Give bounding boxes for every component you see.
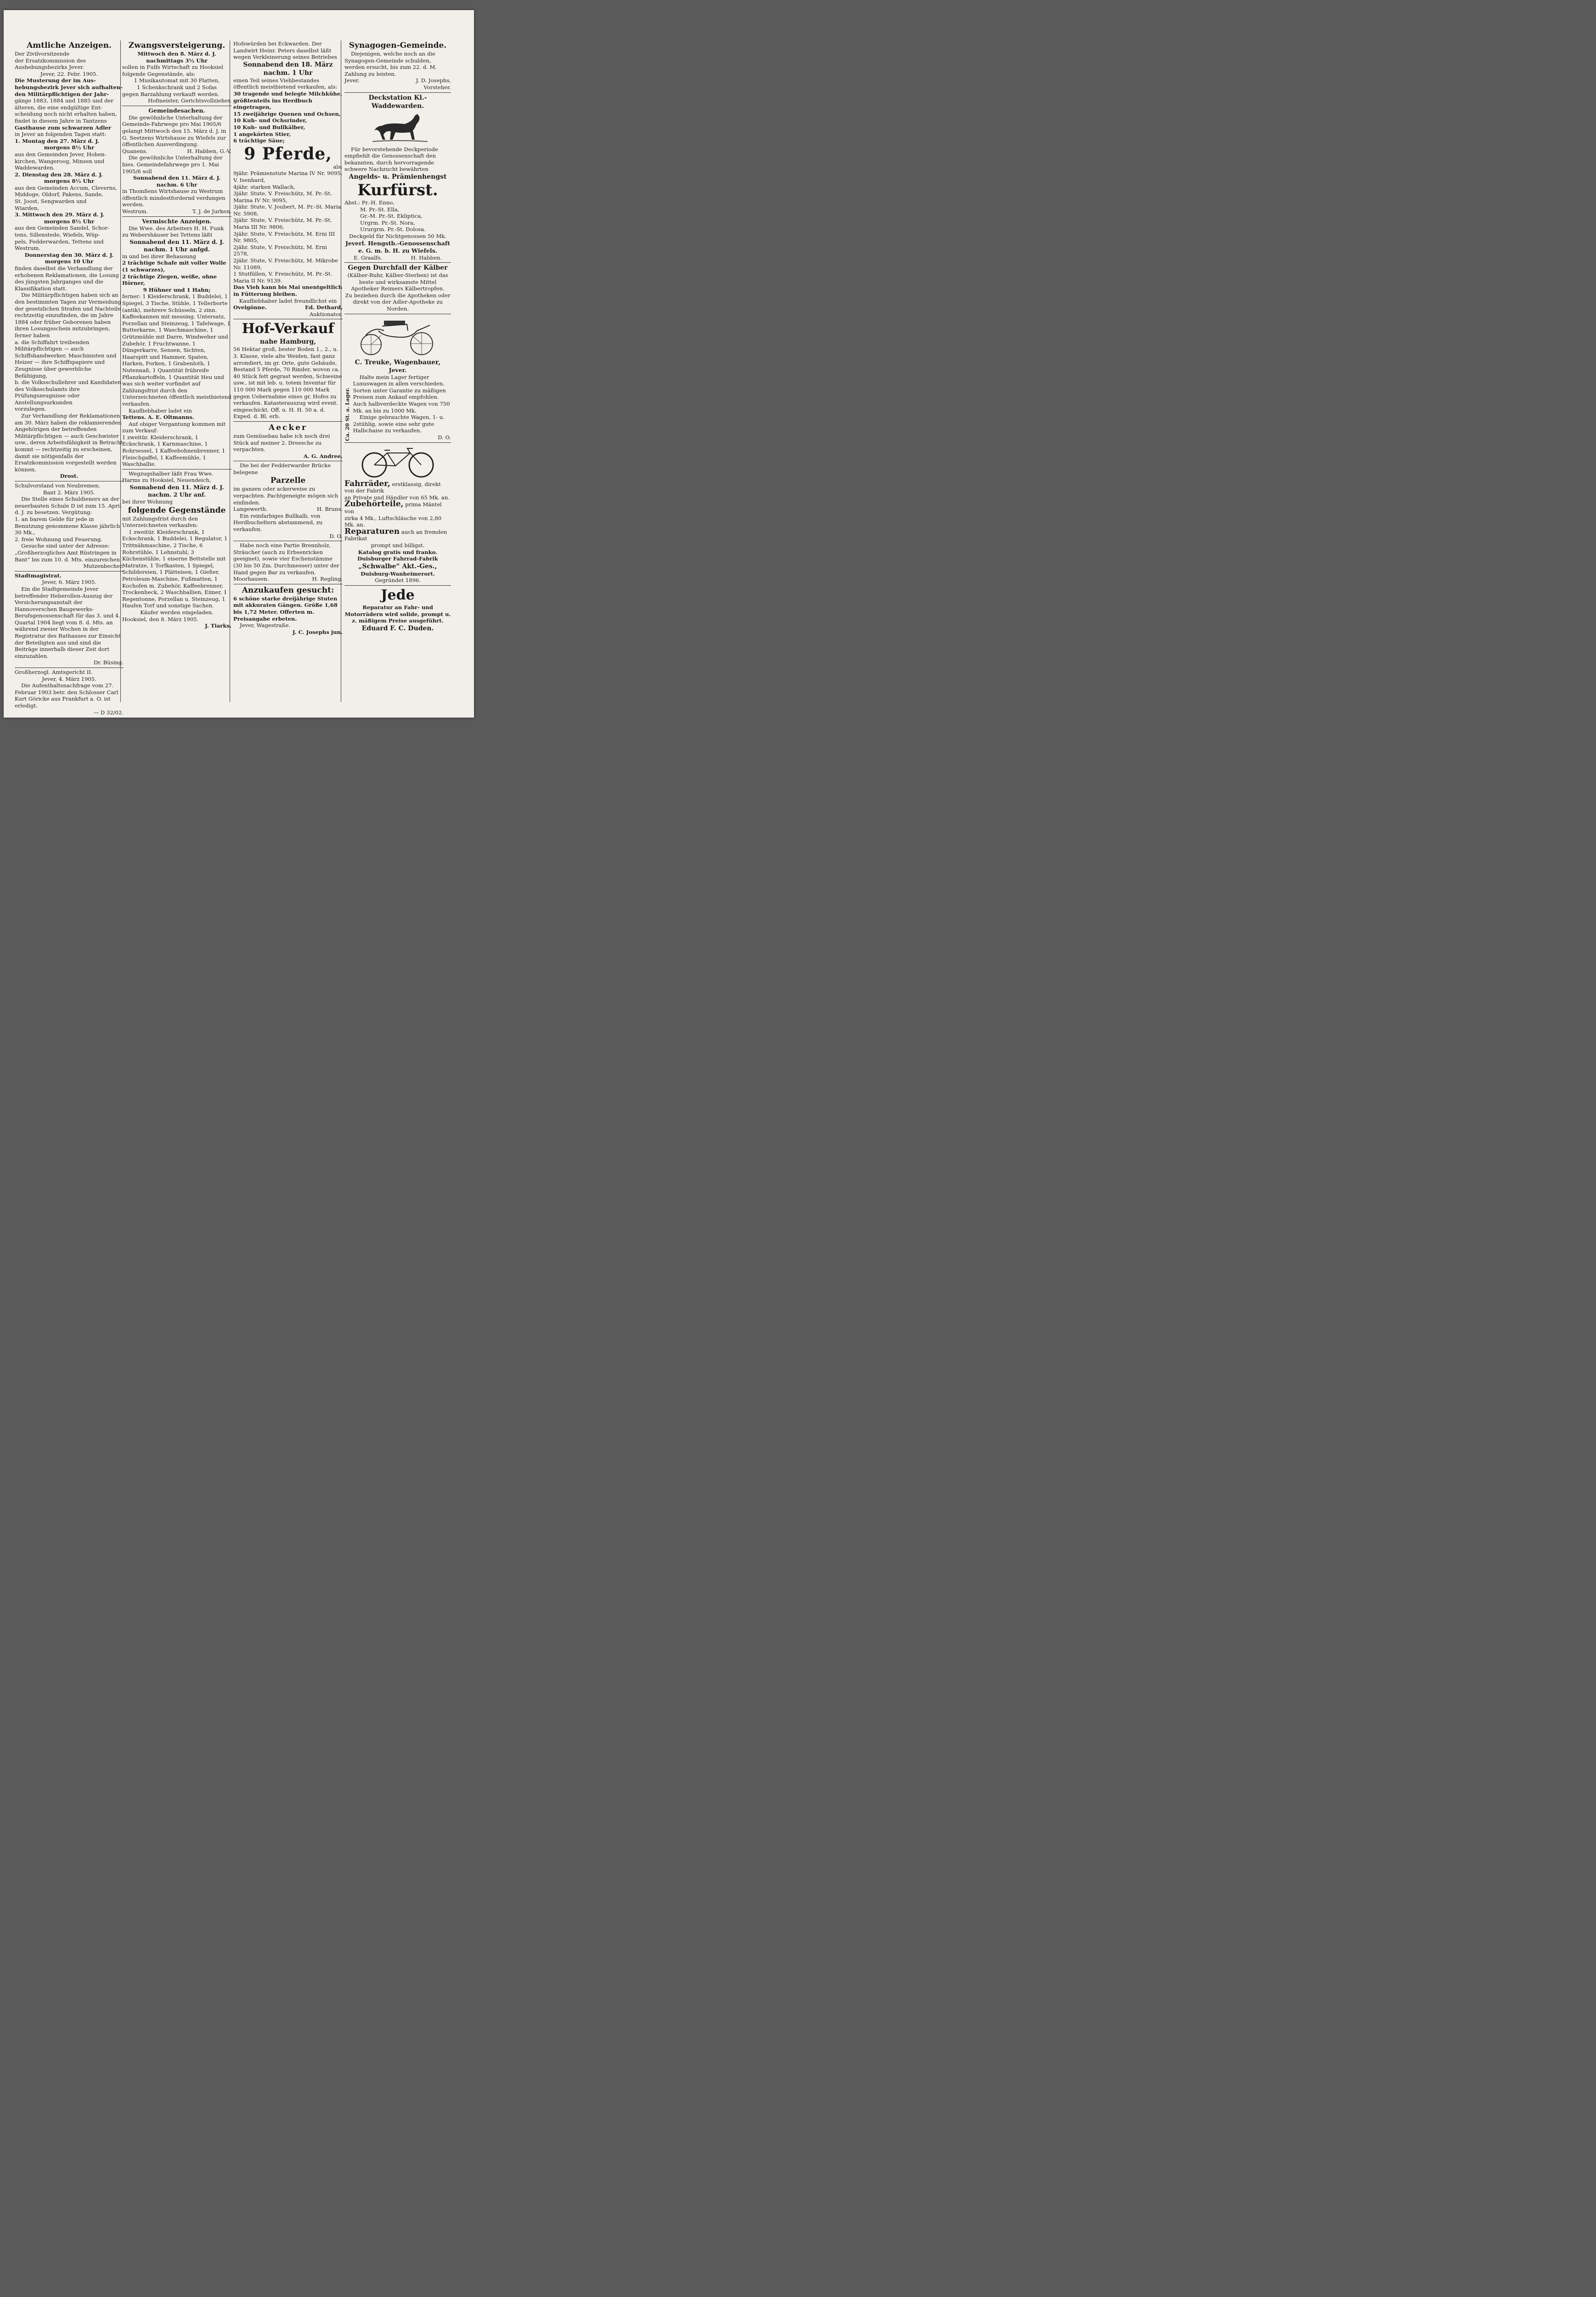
- date-entry: Donnerstag den 30. März d. J.: [24, 251, 114, 258]
- text-line: Der Zivilvorsitzende: [15, 51, 70, 57]
- paragraph: einen Teil seines Viehbestandes öffentlich meistbietend verkaufen, als:: [233, 77, 338, 91]
- date-entry: 3. Mittwoch den 29. März d. J.: [15, 211, 105, 218]
- signature-row: [344, 77, 451, 84]
- signature: D. O.: [438, 434, 451, 441]
- list-item: 3jähr. Stute, V. Joubert, M. Pr.-St. Maria Nr. 5908,: [233, 204, 341, 217]
- ad-title: Synagogen-Gemeinde.: [349, 41, 447, 50]
- list-item: 10 Kuh- und Bullkälber,: [233, 124, 305, 130]
- product-title: Fahrräder,: [344, 479, 390, 488]
- paragraph: Kaufliebhaber ladet ein: [129, 407, 192, 414]
- pedigree-line: Abst.: Pr.-H. Enno,: [344, 199, 395, 206]
- paragraph: prompt und billigst.: [371, 542, 425, 549]
- wagenbauer-body: [344, 374, 451, 441]
- company-address: Duisburg-Wanheimerort.: [361, 570, 435, 577]
- date-line: Jever, 6. März 1905.: [42, 579, 96, 586]
- ad-title: Zwangsversteigerung.: [128, 41, 226, 50]
- hof-verkauf-ad: [233, 319, 343, 422]
- list-item: 2jähr. Stute, V. Freischütz, M. Erni 2578,: [233, 243, 327, 257]
- product-line: [344, 481, 451, 494]
- text-line: kirchen, Wangeroog, Minsen und: [15, 158, 105, 164]
- date-line: Jever, 4. März 1905.: [42, 675, 96, 682]
- signature-row: [122, 208, 231, 215]
- paragraph: Die Stelle eines Schuldieners an der neuerbauten Schule D ist zum 15. April d. J. zu besetzen. Vergütung:: [15, 496, 122, 516]
- founded-line: Gegründet 1896.: [375, 577, 421, 584]
- list-item: 1 Musikautomat mit 30 Platten,: [134, 77, 220, 84]
- signature: Drost.: [60, 473, 79, 480]
- ad-title: Gegen Durchfall der Kälber: [348, 264, 448, 272]
- paragraph: Käufer werden eingeladen.: [140, 609, 214, 616]
- anzukaufen-ad: [233, 584, 343, 637]
- text-line: Waddewarden.: [15, 164, 55, 171]
- date-entry-time: nachm. 1 Uhr anfgd.: [143, 245, 210, 253]
- date-entry-time: morgens 8½ Uhr: [44, 218, 95, 225]
- product-note: prima Mäntel von: [344, 501, 442, 515]
- column-3: [233, 40, 343, 637]
- ad-headline: Jede: [381, 587, 415, 603]
- durchfall-ad: [344, 263, 451, 314]
- schulvorstand-notice: [15, 481, 124, 571]
- paragraph: Die bei der Fedderwarder Brücke belegene: [233, 462, 331, 475]
- list-item: 2 trächtige Schafe mit voller Wolle (1 schwarzes),: [122, 260, 226, 273]
- text-line: pels, Fedderwarden, Tettens und: [15, 238, 104, 245]
- signature-row: [344, 255, 451, 261]
- paragraph: Die Aufenthaltsnachfrage vom 27. Februar 1903 betr. den Schlosser Carl Kurt Göricke aus Frankfurt a. O. ist erledigt.: [15, 682, 118, 709]
- list-item: 3jähr. Stute, V. Freischütz, M. Erni III Nr. 9805,: [233, 230, 335, 244]
- date-entry-time: nachm. 2 Uhr anf.: [147, 491, 206, 498]
- hofswuerden-ad: [233, 40, 343, 319]
- fahrrad-ad: [344, 443, 451, 586]
- list-item: 6 trächtige Säue;: [233, 137, 285, 144]
- text-line: aus den Gemeinden Jever, Hohen-: [15, 151, 107, 158]
- wagenbauer-text: [353, 374, 451, 441]
- paragraph: Ein reinfarbiges Bullkalb, von Herdbucheltern abstammend, zu verkaufen.: [233, 512, 323, 533]
- list-item: 9 Hühner und 1 Hahn;: [143, 286, 211, 293]
- product-title: Zubehörteile,: [344, 499, 404, 509]
- address: Jever, Wagestraße.: [240, 622, 291, 629]
- text-line: tens, Sillenstede, Wiefels, Wüp-: [15, 232, 100, 238]
- brennholz-ad: [233, 541, 343, 584]
- paragraph: Habe noch eine Partie Brennholz, Sträucher (auch zu Erbsenricken geeignet), sowie vier Eschenstämme (30 bis 50 Zm. Durchmesser) unter der Hand gegen Bar zu verkaufen.: [233, 542, 339, 576]
- amtsgericht-notice: [15, 668, 124, 717]
- paragraph: ferner: 1 Kleiderschrank, 1 Buddelei, 1 Spiegel, 3 Tische, Stühle, 1 Tellerborte (antik), mehrere Schüsseln, 2 zinn. Kaffeekannen mit messing. Untersatz, Porzellan und Steinzeug, 1 Tafelwage, 1 Butterkarne, 1 Waschmaschine, 1 Grützmühle mit Darre, Windweher und Zubehör, 1 Fruchtwanne, 1 Düngerkarre, Sensen, Sichten, Haarspitt und Hammer, Spaten, Harken, Forken, 1 Grabenloth, 1 Nutennaß, 1 Quantität frühreife Pflanzkartoffeln, 1 Quantität Heu und was sich weiter vorfindet auf Zahlungsfrist durch den Unterzeichneten öffentlich meistbietend verkaufen.: [122, 293, 231, 407]
- list-item: 3jähr. Stute, V. Freischütz, M. Pr.-St. Maria III Nr. 9806,: [233, 217, 332, 231]
- signature-row: [233, 576, 343, 583]
- date-line: Bant 2. März 1905.: [43, 489, 96, 496]
- list-item: 2. freie Wohnung und Feuerung.: [15, 536, 103, 543]
- text-line: aus den Gemeinden Accum, Cleverns,: [15, 184, 117, 191]
- product-title: Reparaturen: [344, 526, 400, 536]
- date-line: Jever, 22. Febr. 1905.: [40, 70, 98, 77]
- paragraph: Die gewöhnliche Unterhaltung der Gemeinde-Fahrwege pro Mai 1905/6 gelangt Mittwoch den 15. März d. J. in G. Seetzens Wirtshause zu Wiefels zur öffentlichen Ausverdingung.: [122, 114, 226, 148]
- paragraph: in und bei ihrer Behausung: [122, 253, 196, 260]
- paragraph: Das Vieh kann bis Mai unentgeltlich in Fütterung bleiben.: [233, 284, 343, 297]
- paragraph: Zur Verhandlung der Reklamationen am 30. März haben die reklamierenden Angehörigen der betreffenden Militärpflichtigen — auch Geschwister usw., deren Arbeitsfähigkeit in Betracht kommt — rechtzeitig zu erscheinen, damit sie nötigenfalls der Ersatzkommission vorgestellt werden können.: [15, 413, 123, 473]
- list-item: 1 Stutfüllen, V. Freischütz, M. Pr.-St. Maria II Nr. 9139.: [233, 271, 333, 284]
- date-entry: Sonnabend den 11. März d. J.: [133, 175, 221, 181]
- synagogen-ad: [344, 40, 451, 93]
- text-line: Wiarden,: [15, 204, 39, 211]
- date-entry-time: morgens 8½ Uhr: [44, 144, 95, 151]
- paragraph: 1 zweitür. Kleiderschrank, 1 Eckschrank, 1 Buddelei, 1 Regulator, 1 Trittnähmaschine, 2 Tische, 6 Rohrstühle, 1 Lehnstuhl, 3 Küchenstühle, 1 eiserne Bettstelle mit Matratze, 1 Torfkasten, 1 Spiegel, Schildereien, 1 Plätteisen, 1 Gießer, Petroleum-Maschine, Fußmatten, 1 Kochofen m. Zubehör, Kaffeebrenner, Trockenheck, 2 Waschballien, Eimer, 1 Regentonne, Porzellan u. Steinzeug, 1 Haufen Torf und sonstige Sachen.: [122, 528, 228, 609]
- pedigree-line: M. Pr.-St. Ella,: [360, 206, 400, 213]
- town: Jever.: [389, 366, 407, 373]
- text-line: Westrum.: [15, 245, 41, 252]
- deckstation-ad: [344, 93, 451, 263]
- date-entry: Sonnabend den 11. März d. J.: [130, 238, 224, 245]
- signature: Tettens. A. E. Oltmanns.: [122, 414, 194, 421]
- text-line: der Ersatzkommission des: [15, 57, 86, 64]
- date-entry: Mittwoch den 8. März d. J.: [137, 51, 216, 57]
- signature: J. Tiarks.: [205, 622, 231, 629]
- stock-note: Ca. 20 St. a. Lager.: [344, 387, 350, 441]
- product-line: [344, 501, 451, 515]
- amtliche-anzeigen: [15, 40, 124, 481]
- paragraph: Zu beziehen durch die Apotheken oder direkt von der Adler-Apotheke zu Norden.: [345, 292, 451, 312]
- aecker-ad: [233, 422, 343, 461]
- gemeindesachen-ad: [122, 106, 231, 217]
- signature: H. Regling.: [312, 576, 343, 583]
- paragraph: Katalog gratis und franko.: [358, 549, 438, 555]
- paragraph: vorzulegen.: [15, 406, 46, 413]
- ad-subtitle: Angelds- u. Prämienhengst: [349, 173, 447, 181]
- paragraph: mit Zahlungsfrist durch den Unterzeichneten verkaufen:: [122, 515, 198, 529]
- list-item: 9jähr. Prämienstute Marina IV Nr. 9095, V. Isenhard,: [233, 170, 343, 183]
- ad-headline: Anzukaufen gesucht:: [242, 585, 334, 595]
- signature: J. C. Josephs jun.: [292, 628, 343, 635]
- list-item: 1. an barem Gelde für jede in Benutzung genommene Klasse jährlich 30 Mk.,: [15, 515, 120, 536]
- signature-title: Vorsteher.: [423, 84, 451, 91]
- notice-head: Schulvorstand von Neubremen.: [15, 482, 101, 489]
- signature: Dr. Büsing.: [93, 659, 124, 666]
- paragraph: Reparatur an Fahr- und Motorrädern wird solide, prompt u. z. mäßigem Preise ausgeführt.: [344, 604, 451, 624]
- section-title: Amtliche Anzeigen.: [27, 41, 112, 50]
- paragraph: Für bevorstehende Deckperiode empfiehlt die Genossenschaft den bekannten, durch hervorragende schwere Nachzucht bewährten: [344, 146, 438, 173]
- date-entry-time: nachm. 6 Uhr: [156, 181, 197, 188]
- signature-place: Quanens.: [122, 147, 148, 154]
- horse-illustration: [363, 112, 432, 144]
- wegzug-ad: [122, 470, 231, 631]
- signature: D. O.: [329, 532, 343, 539]
- signature-row: [233, 304, 343, 311]
- signature: Hofmeister, Gerichtsvollzieher.: [148, 97, 231, 104]
- signature: J. D. Josephs,: [416, 77, 451, 84]
- date-entry: 1. Montag den 27. März d. J.: [15, 137, 100, 144]
- paragraph: Hofswürden bei Eckwarden. Der Landwirt Heinr. Peters daselbst läßt wegen Verkleinerung seines Betriebes: [233, 40, 338, 61]
- paragraph: gegen Barzahlung verkauft werden.: [122, 91, 220, 97]
- date-entry-time: morgens 10 Uhr: [45, 258, 94, 265]
- paragraph: Einige gebrauchte Wagen, 1- u. 2stühlig, sowie eine sehr gute Halbchaise zu verkaufen.: [353, 414, 445, 434]
- paragraph: im ganzen oder ackerweise zu verpachten. Pachtgeneigte mögen sich einfinden.: [233, 486, 338, 506]
- stadtmagistrat-notice: [15, 571, 124, 668]
- wagenbauer-ad: [344, 314, 451, 443]
- list-item: 30 tragende und belegte Milchkühe, größtenteils ins Herdbuch eingetragen,: [233, 90, 343, 111]
- text-line: findet in diesem Jahre in Tantzens: [15, 117, 107, 124]
- paragraph: finden daselbst die Verhandlung der erhobenen Reklamationen, die Losung des jüngsten Jahrganges und die Klassifikation statt.: [15, 265, 119, 292]
- ad-title: Vermischte Anzeigen.: [142, 217, 212, 225]
- signature-title: Auktionator.: [309, 311, 343, 317]
- signature: T. J. de Jurken.: [192, 208, 231, 215]
- parzelle-ad: [233, 461, 343, 541]
- ad-title: Gemeindesachen.: [148, 107, 205, 114]
- date-entry-time: morgens 8½ Uhr: [44, 178, 95, 185]
- signature-row: [233, 506, 343, 513]
- signature-row: [122, 148, 231, 155]
- ad-headline: Parzelle: [270, 476, 306, 486]
- ad-headline: folgende Gegenstände: [128, 505, 226, 515]
- carriage-illustration: [356, 317, 439, 356]
- company-name: „Schwalbe“ Akt.-Ges.,: [358, 562, 437, 570]
- paragraph: zirka 4 Mk., Luftschläuche von 2,80 Mk. an.: [344, 515, 442, 528]
- text-line: Middoge, Oldorf, Pakens, Sande,: [15, 191, 103, 198]
- text-line: St. Joost, Sengwarden und: [15, 198, 87, 205]
- paragraph: Die Militärpflichtigen haben sich an den bestimmten Tagen zur Vermeidung der gesetzlichen Strafen und Nachteile rechtzeitig einzufinden, die im Jahre 1884 oder früher Geborenen haben ihren Losungsschein mitzubringen, ferner haben: [15, 292, 121, 339]
- ad-title: Deckstation Kl.-Waddewarden.: [368, 94, 427, 110]
- ad-subtitle: nahe Hamburg,: [259, 338, 316, 346]
- list-item: 15 zweijährige Quenen und Ochsen,: [233, 110, 341, 117]
- ad-headline: Kurfürst.: [357, 181, 438, 199]
- company-name: Duisburger Fahrrad-Fabrik: [357, 555, 438, 562]
- list-item: 2 trächtige Ziegen, weiße, ohne Hörner,: [122, 273, 217, 287]
- date-entry: Sonnabend den 11. März d. J.: [130, 484, 224, 491]
- text-line: Aushebungsbezirks Jever.: [15, 64, 85, 71]
- paragraph: in Thomßens Wirtshause zu Westrum öffentlich mindestfordernd verdungen werden.: [122, 188, 226, 208]
- pedigree-line: Ururgrm. Pr.-St. Dolosa.: [360, 226, 426, 233]
- paragraph: Die gewöhnliche Unterhaltung der hies. Gemeindefahrwege pro 1. Mai 1905/6 soll: [122, 154, 223, 175]
- signature: H. Habben, G.-V.: [187, 147, 231, 154]
- date-entry-time: nachm. 1 Uhr: [263, 69, 313, 77]
- signature-place: Westrum.: [122, 208, 148, 215]
- signature: Eduard F. C. Duden.: [361, 624, 434, 632]
- zwangsversteigerung-ad: [122, 40, 231, 106]
- paragraph: (Kälber-Ruhr, Kälber-Sterben) ist das beste und wirksamste Mittel Apotheker Reimers Kälbertropfen.: [347, 272, 448, 292]
- ad-headline: Hof-Verkauf: [242, 321, 334, 337]
- paragraph: 6 schöne starke dreijährige Stuten mit akkuraten Gängen. Größe 1,68 bis 1,72 Meter. Offerten m. Preisangabe erbeten.: [233, 595, 338, 622]
- notice-head: Großherzogl. Amtsgericht II.: [15, 669, 93, 676]
- list-item: 2jähr. Stute, V. Freischütz, M. Mikrobe Nr. 11089,: [233, 257, 338, 271]
- text-line: gänge 1883, 1884 und 1885 und der: [15, 97, 113, 104]
- signature-place: Langewerth.: [233, 506, 268, 513]
- signature: H. Habben.: [411, 254, 442, 261]
- notice-head: Stadtmagistrat.: [15, 572, 62, 579]
- paragraph: Diejenigen, welche noch an die Synagogen-Gemeinde schulden, werden ersucht, bis zum 22. d. M. Zahlung zu leisten.: [344, 51, 437, 77]
- ad-title: C. Treuke, Wagenbauer,: [355, 358, 441, 366]
- list-item: 10 Kuh- und Ochsrinder,: [233, 117, 307, 124]
- paragraph: Kaufliebhaber ladet freundlichst ein: [239, 297, 337, 304]
- paragraph: 1 zweitür. Kleiderschrank, 1 Eckschrank, 1 Karnmaschine, 1 Rohrsessel, 1 Kaffeebohnenbrenner, 1 Fleischgaffel, 1 Kaffeemühle, 1 Waschballie.: [122, 434, 226, 468]
- text-line: in Jever an folgenden Tagen statt:: [15, 131, 107, 138]
- paragraph: sollen in Fulfs Wirtschaft zu Hooksiel folgende Gegenstände, als:: [122, 64, 224, 77]
- paragraph: Gesuche sind unter der Adresse: „Großherzogliches Amt Rüstringen in Bant“ bis zum 10. d. Mts. einzureichen.: [15, 543, 122, 563]
- signature-place: Ovelgönne.: [233, 304, 267, 311]
- newspaper-page: [4, 10, 474, 718]
- list-item: 1 Schenkschrank und 2 Sofas: [136, 84, 217, 91]
- pedigree-line: Urgrm. Pr.-St. Nora,: [360, 219, 415, 226]
- paragraph: Wegzugshalber läßt Frau Wwe. Harms zu Hooksiel, Neuendeich,: [122, 470, 214, 484]
- column-4: [344, 40, 451, 634]
- signature-place: Moorhausen.: [233, 576, 269, 583]
- product-note: auch an fremden Fabrikat: [344, 528, 447, 542]
- text-line: Gasthause zum schwarzen Adler: [15, 124, 111, 131]
- signature: Ed. Dethard,: [305, 304, 343, 311]
- text-line: aus den Gemeinden Sandel, Schor-: [15, 225, 110, 232]
- cooperative-name: Jeverl. Hengstb.-Genossenschaft: [345, 239, 450, 247]
- text-line: Die Musterung der im Aus-: [15, 77, 96, 84]
- date-entry: 2. Dienstag den 28. März d. J.: [15, 171, 103, 178]
- pedigree-line: Gr.-M. Pr.-St. Ekliptica,: [360, 213, 423, 220]
- date-entry-time: nachmittags 3½ Uhr: [146, 57, 208, 64]
- paragraph: Ein die Stadtgemeinde Jever betreffender Heberollen-Auszug der Versicherungsanstalt der Hannoverschen Baugewerks-Berufsgenossenschaft für das 3. und 4. Quartal 1904 liegt vom 8. d. Mts. an während zweier Wochen in der Registratur des Rathauses zur Einsicht der Beteiligten aus und sind die Beiträge innerhalb dieser Zeit dort einzuzahlen.: [15, 585, 121, 659]
- list-item: a. die Schiffahrt treibenden Militärpflichtigen — auch Schiffshandwerker, Maschinisten und Heizer — ihre Schiffspapiere und Zeugnisse über gewerbliche Befähigung,: [15, 339, 117, 379]
- cooperative-name: e. G. m. b. H. zu Wiefels.: [358, 247, 437, 254]
- text-line: Deckgeld für Nichtgenossen 50 Mk.: [349, 232, 446, 239]
- text-line: den Militärpflichtigen der Jahr-: [15, 91, 109, 97]
- signature: Mutzenbecher.: [83, 563, 124, 570]
- date-line: Hooksiel, den 8. März 1905.: [122, 616, 199, 622]
- column-2: [122, 40, 231, 631]
- ad-headline: 9 Pferde,: [244, 144, 332, 164]
- list-item: b. die Volksschullehrer und Kandidaten des Volksschulamts ihre Prüfungszeugnisse oder Anstellungsurkunden: [15, 379, 121, 406]
- signature: A. G. Andree.: [303, 453, 343, 459]
- text-line: älteren, die eine endgültige Ent-: [15, 104, 102, 111]
- product-line: [344, 528, 451, 542]
- text-line: scheidung noch nicht erhalten haben,: [15, 111, 117, 118]
- signature-place: Jever.: [344, 77, 360, 84]
- text-line: hebungsbezirk Jever sich aufhalten-: [15, 84, 123, 91]
- ad-headline: Aecker: [269, 423, 307, 432]
- list-item: 1 angekörten Stier,: [233, 130, 291, 137]
- paragraph: Die Wwe. des Arbeiters H. H. Funk zu Webershäuser bei Tettens läßt: [122, 225, 224, 238]
- date-entry: Sonnabend den 18. März: [243, 61, 333, 68]
- paragraph: an Private und Händler von 65 Mk. an.: [344, 494, 450, 501]
- list-item: 3jähr. Stute, V. Freischütz, M. Pr.-St. Marina IV Nr. 9095,: [233, 190, 332, 204]
- paragraph: Auf obiger Vergantung kommen mit zum Verkauf:: [122, 420, 226, 434]
- paragraph: Halte mein Lager fertiger Luxuswagen in allen verschieden. Sorten unter Garantie zu mäßigen Preisen zum Ankauf empfohlen. Auch halbverdeckte Wagen von 750 Mk. an bis zu 1000 Mk.: [353, 373, 450, 414]
- signature: H. Bruns.: [316, 506, 343, 513]
- text-line: als:: [333, 163, 343, 170]
- list-item: 4jähr. starken Wallach,: [233, 183, 295, 190]
- column-1: [15, 40, 124, 717]
- paragraph: zum Gemüsebau habe ich noch drei Stück auf meiner 2. Dreesche zu verpachten.: [233, 432, 330, 453]
- reference: — D 32/02.: [93, 709, 124, 716]
- vermischte-anzeigen: [122, 217, 231, 470]
- bicycle-illustration: [359, 446, 437, 479]
- paragraph: 56 Hektar groß, bester Boden 1., 2., u. 3. Klasse, viele alte Weiden, fast ganz arrondiert, im gr. Orte, gute Gebäude, Bestand 5 Pferde, 70 Rinder, wovon ca. 40 Stück fett gegrast werden, Schweine usw., ist mit leb. u. totem Inventar für 110 000 Mark gegen 110 000 Mark gegen Uebernahme eines gr. Hofes zu verkaufen. Katasterauszug wird event. eingeschickt. Off. u. H. H. 50 a. d. Exped. d. Bl. erb.: [233, 346, 342, 420]
- product-note: erstklassig, direkt von der Fabrik: [344, 481, 441, 494]
- jede-ad: [344, 586, 451, 634]
- paragraph: bei ihrer Wohnung: [122, 498, 173, 505]
- signature: E. Graalfs.: [354, 254, 383, 261]
